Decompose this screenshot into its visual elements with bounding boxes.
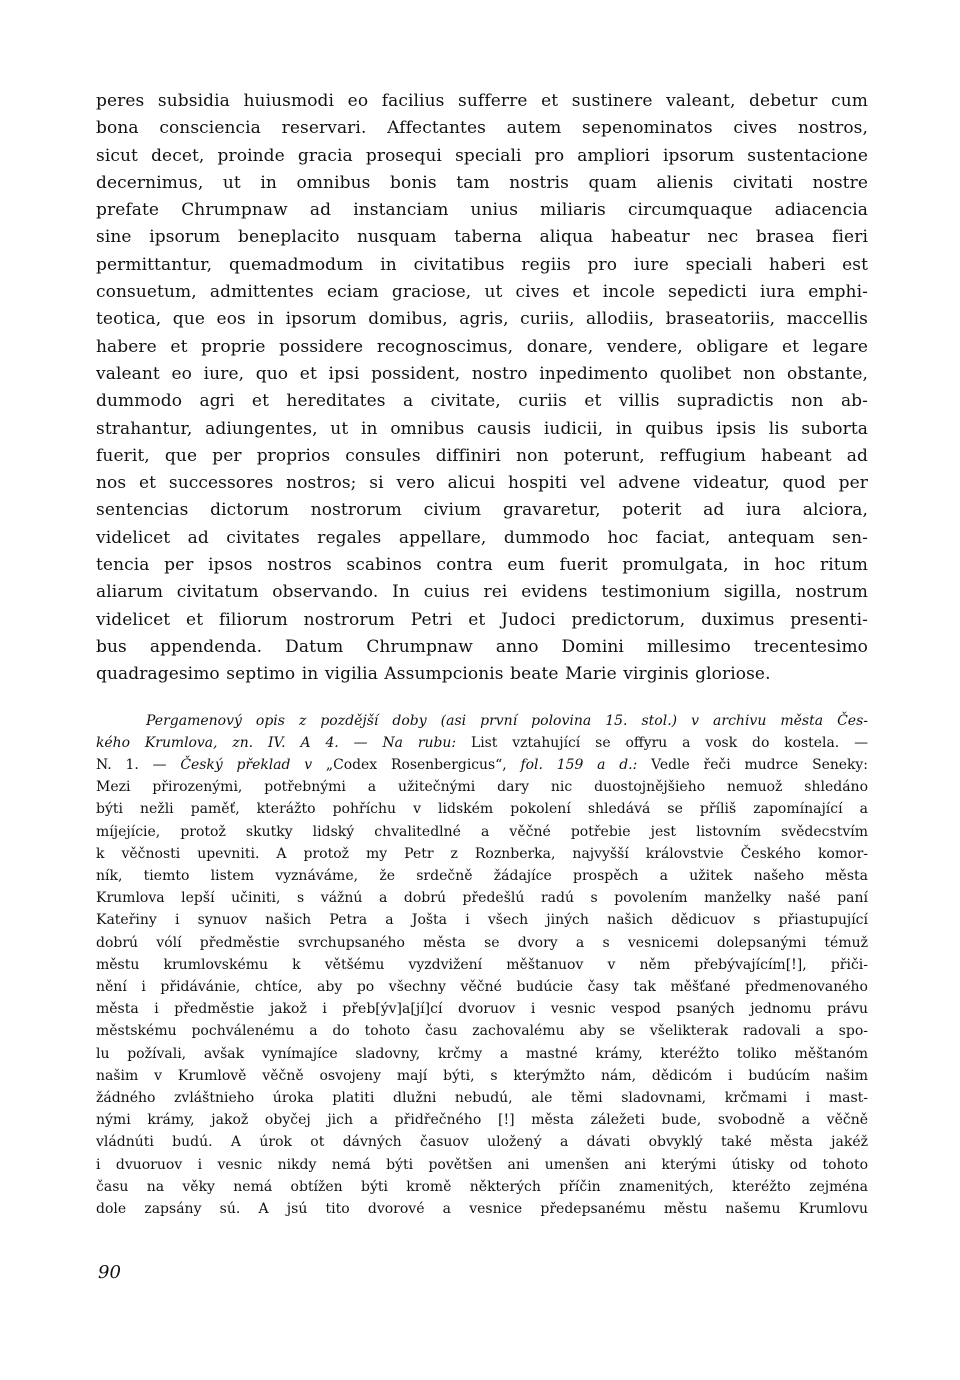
note-verso-label: Na rubu: <box>382 734 457 751</box>
text-line: tencia per ipsos nostros scabinos contra eum fuerit promulgata, in hoc ritum <box>96 555 868 576</box>
text-line: quadragesimo septimo in vigilia Assumpcionis beate Marie virginis gloriose. <box>96 664 771 685</box>
text-line: videlicet ad civitates regales appellare, dummodo hoc faciat, antequam sen- <box>96 527 868 548</box>
note-number: N. 1. — <box>96 756 181 773</box>
text-line: aliarum civitatum observando. In cuius rei evidens testimonium sigilla, nostrum <box>96 582 868 603</box>
note-line: žádného zvláštnieho úroka platiti dlužni nebudú, ale těmi sladovnami, krčmami i mast- <box>96 1089 868 1106</box>
note-line: Mezi přirozenými, potřebnými a užitečnými dary nic duostojnějšieho nemuož shledáno <box>96 779 868 796</box>
note-line: našim v Krumlově věčně osvojeny mají býti, s kterýmžto nám, dědicóm i budúcím našim <box>96 1067 868 1084</box>
note-line: městskému pochválenému a do tohoto času zachovalému aby se všelikterak radovali a spo- <box>96 1023 868 1040</box>
note-signature-italic: kého Krumlova, zn. IV. A 4. <box>96 734 339 751</box>
note-line: dole zapsány sú. A jsú tito dvorové a vesnice předepsanému městu našemu Krumlovu <box>96 1201 868 1217</box>
text-line: bus appendenda. Datum Chrumpnaw anno Domini millesimo trecentesimo <box>96 636 868 657</box>
note-line: i dvuoruov i vesnic nikdy nemá býti povětšen ani umenšen ani kterými útisky od tohoto <box>96 1156 868 1173</box>
note-line: města i předměstie jakož i přeb[ýv]a[jí]cí dvoruov i vesnic vespod psaných jednomu právu <box>96 1001 868 1018</box>
note-source-italic: Pergamenový opis z pozdější doby (asi první polovina 15. stol.) v archivu města Čes- <box>146 712 868 729</box>
note-line: Kateřiny i synuov našich Petra a Jošta i všech jiných našich dědicuov s přiastupující <box>96 912 868 929</box>
text-line: habere et proprie possidere recognoscimus, donare, vendere, obligare et legare <box>96 336 868 357</box>
latin-charter-text <box>96 88 868 689</box>
note-line: k věčnosti upevniti. A protož my Petr z Roznberka, najvyšší královstvie Českého komor- <box>96 845 868 862</box>
text-line: sicut decet, proinde gracia prosequi speciali pro ampliori ipsorum sustentacione <box>96 145 868 166</box>
note-line: dobrú vólí předměstie svrchupsaného města se dvory a s vesnicemi dolepsanými témuž <box>96 934 868 951</box>
text-line: nos et successores nostros; si vero alicui hospiti vel advene videatur, quod per <box>96 473 868 494</box>
note-line: nými krámy, jakož obyčej jich a přidřečného [!] města záležeti bude, svobodně a věčně <box>96 1112 868 1129</box>
note-translation-label: Český překlad v <box>180 756 313 773</box>
note-line <box>96 732 868 754</box>
czech-translation-text <box>96 776 868 1220</box>
note-line <box>96 710 868 732</box>
note-line: ník, tiemto listem vyznáváme, že srdečně žádajíce prospěch a užitek našeho města <box>96 867 868 884</box>
text-line: bona consciencia reservari. Affectantes autem sepenominatos cives nostros, <box>96 118 868 139</box>
note-line: míjejície, protož skutky lidský chvalitedlné a věčné potřebie jest listovním svědecstvím <box>96 823 868 840</box>
text-line: prefate Chrumpnaw ad instanciam unius miliaris circumquaque adiacencia <box>96 200 868 221</box>
note-line: vládnúti budú. A úrok ot dávných časuov uložený a dávati obvyklý také města jakéž <box>96 1134 868 1151</box>
note-line <box>96 754 868 776</box>
page-number: 90 <box>98 1262 121 1283</box>
text-line: sine ipsorum beneplacito nusquam taberna aliqua habeatur nec brasea fieri <box>96 227 868 248</box>
text-line: consuetum, admittentes eciam graciose, ut cives et incole sepedicti iura emphi- <box>96 282 868 303</box>
note-line: městu krumlovskému k většému vyzdvižení měštanuov v něm přebývajícím[!], přiči- <box>96 956 868 973</box>
text-line: permittantur, quemadmodum in civitatibus regiis pro iure speciali haberi est <box>96 254 868 275</box>
text-line: videlicet et filiorum nostrorum Petri et Judoci predictorum, duximus presenti- <box>96 609 868 630</box>
page-body <box>96 88 868 1220</box>
text-line: peres subsidia huiusmodi eo facilius sufferre et sustinere valeant, debetur cum <box>96 91 868 111</box>
text-line: valeant eo iure, quo et ipsi possident, nostro inpedimento quolibet non obstante, <box>96 363 868 384</box>
note-intro: Vedle řeči mudrce Seneky: <box>637 756 868 773</box>
text-line: dummodo agri et hereditates a civitate, curiis et villis supradictis non ab- <box>96 391 868 412</box>
note-codex-name: „Codex Rosenbergicus“, <box>312 756 521 773</box>
text-line: sentencias dictorum nostrorum civium gravaretur, poterit ad iura alciora, <box>96 500 868 521</box>
editorial-note <box>96 710 868 1221</box>
note-folio: fol. 159 a d.: <box>520 756 638 773</box>
note-line: lu požívali, avšak vynímajíce sladovny, krčmy a mastné krámy, kteréžto toliko měštanóm <box>96 1045 868 1062</box>
note-verso-text: List vztahující se offyru a vosk do kostela. — <box>456 734 868 751</box>
note-line: času na věky nemá obtížen býti kromě některých příčin znamenitých, kteréžto zejména <box>96 1178 868 1195</box>
text-line: teotica, que eos in ipsorum domibus, agris, curiis, allodiis, braseatoriis, maccellis <box>96 309 868 330</box>
text-line: fuerit, que per proprios consules diffiniri non poterunt, reffugium habeant ad <box>96 445 868 466</box>
note-line: býti nežli paměť, kterážto pohříchu v lidském pokolení shledává se příliš zapomínající a <box>96 801 868 818</box>
text-line: strahantur, adiungentes, ut in omnibus causis iudicii, in quibus ipsis lis suborta <box>96 418 868 439</box>
note-line: Krumlova lepší učiniti, s vážnú a dobrú předešlú radú s povolením manželky našé paní <box>96 890 868 907</box>
text-line: decernimus, ut in omnibus bonis tam nostris quam alienis civitati nostre <box>96 172 868 193</box>
note-dash: — <box>338 734 383 751</box>
note-line: nění i přidávánie, chtíce, aby po všechny věčné budúcie časy tak měšťané předmenovaného <box>96 978 868 995</box>
